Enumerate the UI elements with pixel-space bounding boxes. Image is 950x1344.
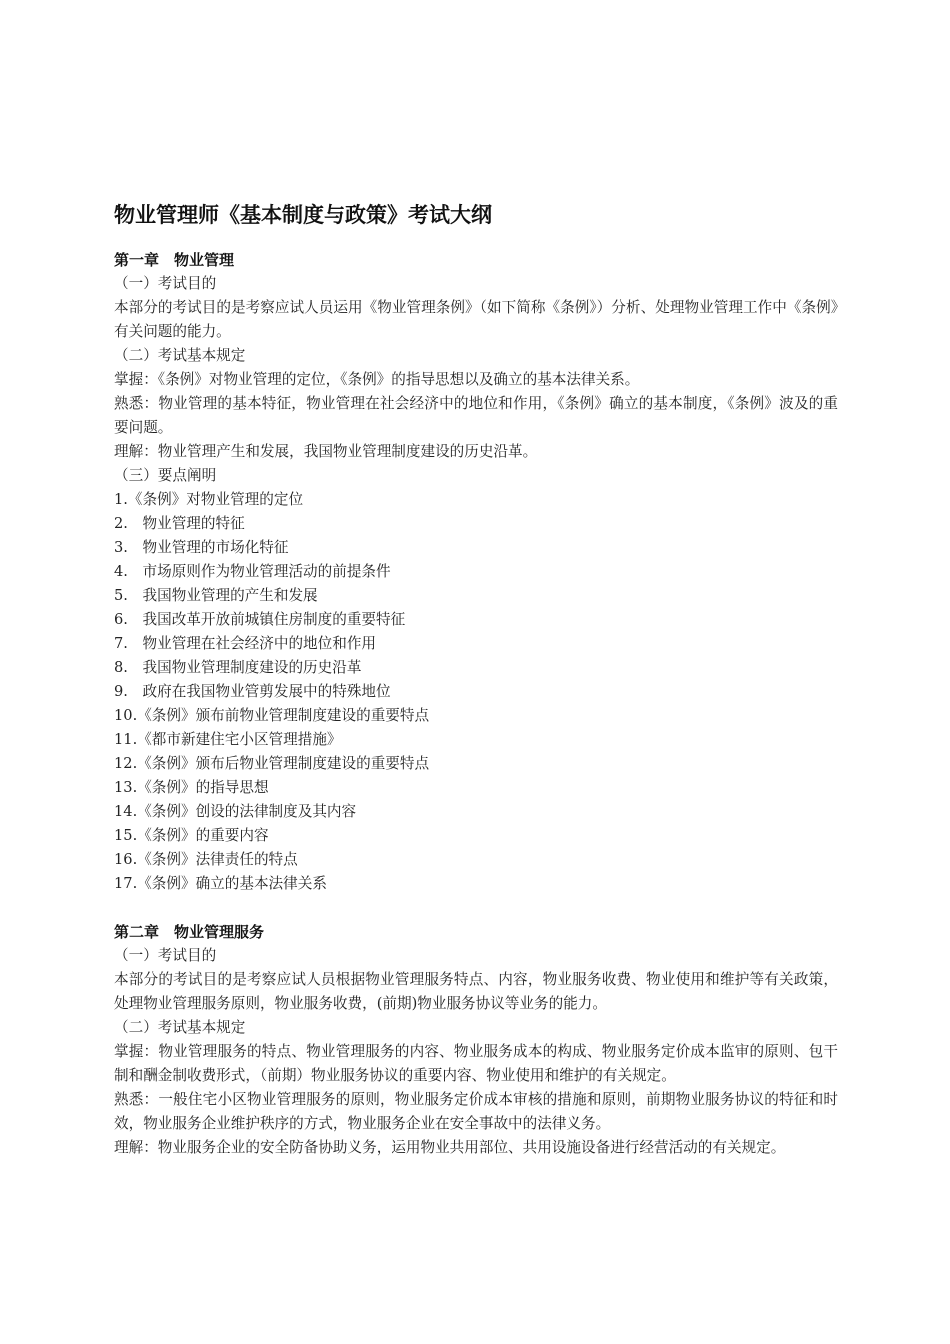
rule-master: 掌握：《条例》对物业管理的定位，《条例》的指导思想以及确立的基本法律关系。 [114,371,640,388]
rule-familiar: 熟悉：物业管理的基本特征，物业管理在社会经济中的地位和作用，《条例》确立的基本制度，《条例》波及的重要问题。 [114,395,838,436]
section-label-key-points: （三）要点阐明 [114,467,217,484]
section-label-basic-rules: （二）考试基本规定 [114,347,246,364]
list-item: 14.《条例》创设的法律制度及其内容 [114,803,357,820]
rule-understand: 理解：物业管理产生和发展，我国物业管理制度建设的历史沿革。 [114,443,538,460]
chapter-heading: 第一章 物业管理 [114,251,235,269]
list-item: 6. 我国改革开放前城镇住房制度的重要特征 [114,611,406,628]
chapter-2 [114,920,838,1160]
exam-purpose-text: 本部分的考试目的是考察应试人员运用《物业管理条例》（如下简称《条例》）分析、处理物业管理工作中《条例》有关问题的能力。 [114,299,838,340]
list-item: 10.《条例》颁布前物业管理制度建设的重要特点 [114,707,430,724]
list-item: 7. 物业管理在社会经济中的地位和作用 [114,635,377,652]
list-item: 9. 政府在我国物业管剪发展中的特殊地位 [114,683,391,700]
list-item: 12.《条例》颁布后物业管理制度建设的重要特点 [114,755,430,772]
section-label-exam-purpose: （一）考试目的 [114,275,217,292]
rule-understand: 理解：物业服务企业的安全防备协助义务，运用物业共用部位、共用设施设备进行经营活动的有关规定。 [114,1139,786,1156]
chapter-heading: 第二章 物业管理服务 [114,923,265,941]
document-title: 物业管理师《基本制度与政策》考试大纲 [114,203,492,227]
list-item: 16.《条例》法律责任的特点 [114,851,298,868]
list-item: 5. 我国物业管理的产生和发展 [114,587,318,604]
list-item: 13.《条例》的指导思想 [114,779,269,796]
document-page [114,200,838,1160]
section-label-exam-purpose: （一）考试目的 [114,947,217,964]
exam-purpose-text: 本部分的考试目的是考察应试人员根据物业管理服务特点、内容，物业服务收费、物业使用和维护等有关政策，处理物业管理服务原则，物业服务收费，(前期)物业服务协议等业务的能力。 [114,971,838,1012]
chapter-1 [114,248,838,896]
key-points-list [114,488,838,896]
list-item: 15.《条例》的重要内容 [114,827,269,844]
rule-master: 掌握：物业管理服务的特点、物业管理服务的内容、物业服务成本的构成、物业服务定价成本监审的原则、包干制和酬金制收费形式，（前期）物业服务协议的重要内容、物业使用和维护的有关规定。 [114,1043,838,1084]
list-item: 4. 市场原则作为物业管理活动的前提条件 [114,563,391,580]
list-item: 11.《都市新建住宅小区管理措施》 [114,731,342,748]
list-item: 17.《条例》确立的基本法律关系 [114,875,327,892]
list-item: 3. 物业管理的市场化特征 [114,539,289,556]
list-item: 1.《条例》对物业管理的定位 [114,491,304,508]
list-item: 2. 物业管理的特征 [114,515,245,532]
rule-familiar: 熟悉：一般住宅小区物业管理服务的原则，物业服务定价成本审核的措施和原则，前期物业服务协议的特征和时效，物业服务企业维护秩序的方式，物业服务企业在安全事故中的法律义务。 [114,1091,838,1132]
section-label-basic-rules: （二）考试基本规定 [114,1019,246,1036]
list-item: 8. 我国物业管理制度建设的历史沿革 [114,659,362,676]
